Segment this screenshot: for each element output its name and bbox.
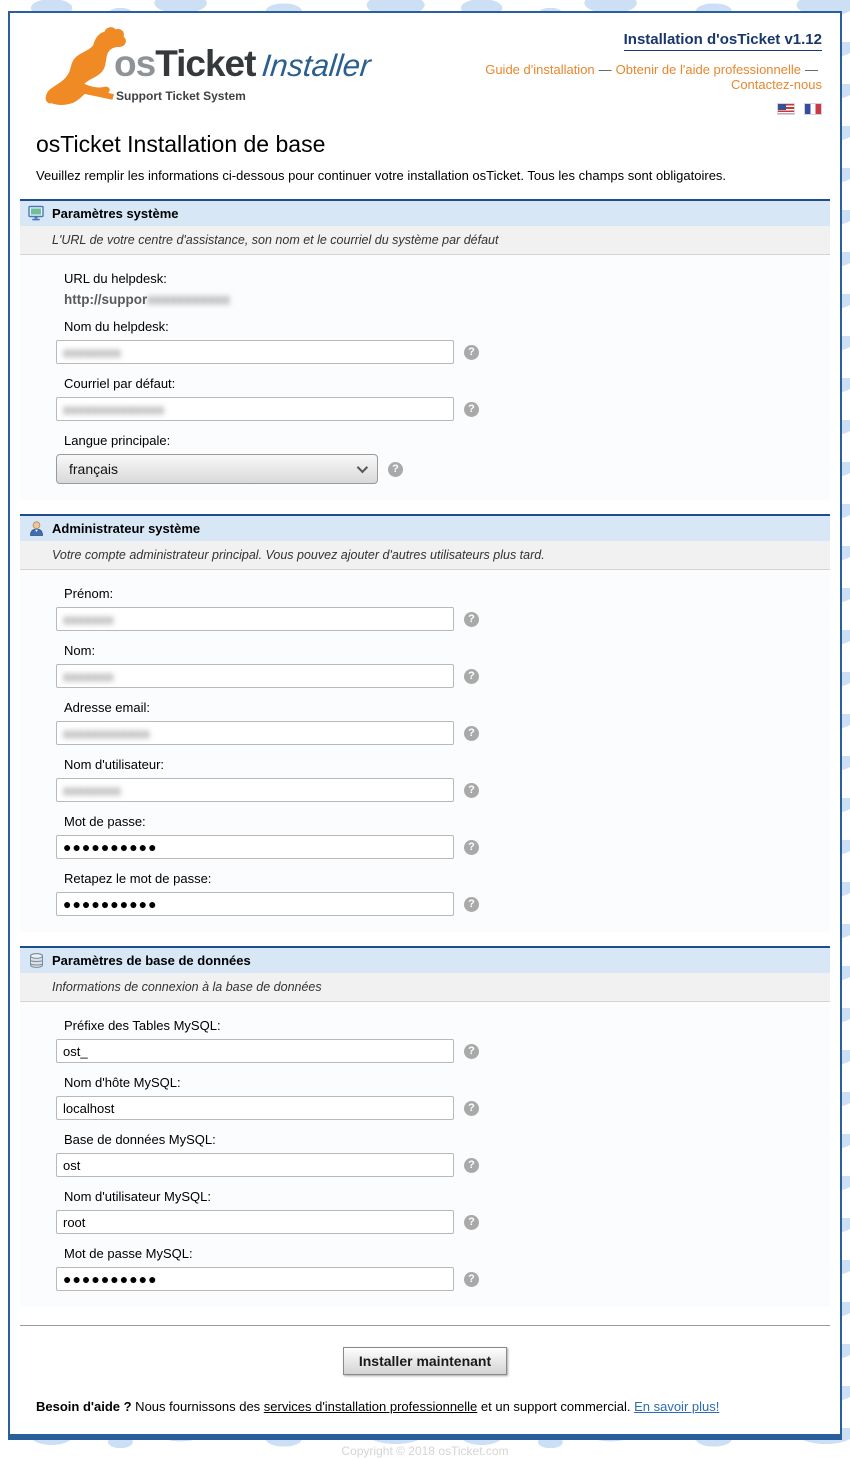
page-title: osTicket Installation de base bbox=[36, 131, 326, 157]
field-mysql-user bbox=[20, 1189, 830, 1234]
password-confirm-input[interactable] bbox=[56, 892, 454, 916]
field-default-email bbox=[20, 376, 830, 421]
field-admin-email bbox=[20, 700, 830, 745]
field-helpdesk-url bbox=[20, 271, 830, 307]
section-title: Paramètres de base de données bbox=[52, 953, 251, 968]
lastname-label: Nom: bbox=[64, 643, 96, 658]
database-icon bbox=[28, 952, 45, 969]
helpdesk-name-input[interactable]: xxxxxxxx bbox=[56, 340, 454, 364]
field-password-confirm bbox=[20, 871, 830, 916]
help-footer: Besoin d'aide ? Nous fournissons des services d'installation professionnelle et un support commercial. En savoir plus! bbox=[36, 1399, 720, 1414]
password-confirm-label: Retapez le mot de passe: bbox=[64, 871, 212, 886]
field-password bbox=[20, 814, 830, 859]
fr-flag-icon[interactable] bbox=[804, 103, 822, 115]
language-selected-value: français bbox=[69, 461, 119, 477]
installer-window bbox=[8, 11, 842, 1440]
header bbox=[10, 13, 840, 105]
mysql-host-input[interactable] bbox=[56, 1096, 454, 1120]
osticket-logo[interactable] bbox=[28, 25, 426, 101]
firstname-input[interactable]: xxxxxxx bbox=[56, 607, 454, 631]
install-now-button[interactable]: Installer maintenant bbox=[343, 1347, 507, 1375]
section-admin-desc: Votre compte administrateur principal. Vous pouvez ajouter d'autres utilisateurs plus tard. bbox=[20, 541, 830, 570]
helpdesk-url-value: http://supporxxxxxxxxxxx bbox=[64, 292, 230, 307]
section-database-desc: Informations de connexion à la base de données bbox=[20, 973, 830, 1002]
admin-email-label: Adresse email: bbox=[64, 700, 150, 715]
header-links bbox=[426, 62, 822, 92]
mysql-host-label: Nom d'hôte MySQL: bbox=[64, 1075, 181, 1090]
username-label: Nom d'utilisateur: bbox=[64, 757, 165, 772]
mysql-dbname-input[interactable] bbox=[56, 1153, 454, 1177]
section-database-header bbox=[20, 946, 830, 973]
help-icon[interactable]: ? bbox=[464, 1272, 479, 1287]
mysql-prefix-label: Préfixe des Tables MySQL: bbox=[64, 1018, 221, 1033]
language-select[interactable] bbox=[56, 454, 378, 484]
section-system-desc: L'URL de votre centre d'assistance, son nom et le courriel du système par défaut bbox=[20, 226, 830, 255]
field-language bbox=[20, 433, 830, 484]
help-icon[interactable]: ? bbox=[464, 612, 479, 627]
section-admin bbox=[20, 514, 830, 932]
section-title: Administrateur système bbox=[52, 521, 201, 536]
helpdesk-url-label: URL du helpdesk: bbox=[64, 271, 167, 286]
help-icon[interactable]: ? bbox=[464, 783, 479, 798]
footer-divider bbox=[20, 1325, 830, 1326]
help-icon[interactable]: ? bbox=[464, 726, 479, 741]
chevron-down-icon bbox=[357, 462, 368, 473]
mysql-dbname-label: Base de données MySQL: bbox=[64, 1132, 216, 1147]
mysql-user-label: Nom d'utilisateur MySQL: bbox=[64, 1189, 211, 1204]
help-icon[interactable]: ? bbox=[464, 402, 479, 417]
logo-wordmark: osTicket Installer bbox=[114, 43, 373, 84]
link-separator: — bbox=[805, 62, 818, 77]
default-email-label: Courriel par défaut: bbox=[64, 376, 176, 391]
field-helpdesk-name bbox=[20, 319, 830, 364]
lastname-input[interactable]: xxxxxxx bbox=[56, 664, 454, 688]
user-icon bbox=[28, 520, 45, 537]
section-admin-header bbox=[20, 514, 830, 541]
help-icon[interactable]: ? bbox=[388, 462, 403, 477]
copyright-text: Copyright © 2018 osTicket.com bbox=[341, 1444, 509, 1458]
field-mysql-password bbox=[20, 1246, 830, 1291]
password-label: Mot de passe: bbox=[64, 814, 146, 829]
help-icon[interactable]: ? bbox=[464, 1044, 479, 1059]
link-professional-services[interactable]: services d'installation professionnelle bbox=[263, 1399, 478, 1414]
help-icon[interactable]: ? bbox=[464, 840, 479, 855]
section-database-body bbox=[20, 1002, 830, 1307]
section-system bbox=[20, 199, 830, 500]
intro-text: Veuillez remplir les informations ci-dessous pour continuer votre installation osTicket. Tous les champs sont obligatoires. bbox=[36, 168, 727, 183]
us-flag-icon[interactable] bbox=[777, 103, 795, 115]
field-mysql-prefix bbox=[20, 1018, 830, 1063]
installer-version-title[interactable]: Installation d'osTicket v1.12 bbox=[624, 31, 822, 51]
section-database bbox=[20, 946, 830, 1307]
logo-tagline: Support Ticket System bbox=[116, 89, 246, 103]
monitor-icon bbox=[28, 205, 45, 222]
link-separator: — bbox=[598, 62, 612, 77]
section-admin-body bbox=[20, 570, 830, 932]
help-icon[interactable]: ? bbox=[464, 897, 479, 912]
mysql-user-input[interactable] bbox=[56, 1210, 454, 1234]
help-icon[interactable]: ? bbox=[464, 1101, 479, 1116]
admin-email-input[interactable]: xxxxxxxxxxxx bbox=[56, 721, 454, 745]
link-contact-us[interactable]: Contactez-nous bbox=[730, 77, 822, 92]
link-professional-help[interactable]: Obtenir de l'aide professionnelle bbox=[615, 62, 801, 77]
help-icon[interactable]: ? bbox=[464, 1215, 479, 1230]
help-footer-bold: Besoin d'aide ? bbox=[36, 1399, 132, 1414]
section-system-header bbox=[20, 199, 830, 226]
help-icon[interactable]: ? bbox=[464, 669, 479, 684]
header-right bbox=[426, 25, 822, 101]
mysql-password-label: Mot de passe MySQL: bbox=[64, 1246, 193, 1261]
field-mysql-host bbox=[20, 1075, 830, 1120]
password-input[interactable] bbox=[56, 835, 454, 859]
redacted-url-part: xxxxxxxxxxx bbox=[147, 292, 230, 307]
link-learn-more[interactable]: En savoir plus! bbox=[634, 1399, 720, 1414]
field-firstname bbox=[20, 586, 830, 631]
username-input[interactable]: xxxxxxxx bbox=[56, 778, 454, 802]
field-mysql-dbname bbox=[20, 1132, 830, 1177]
help-icon[interactable]: ? bbox=[464, 1158, 479, 1173]
section-title: Paramètres système bbox=[52, 206, 179, 221]
default-email-input[interactable]: xxxxxxxxxxxxxx bbox=[56, 397, 454, 421]
section-system-body bbox=[20, 255, 830, 500]
field-username bbox=[20, 757, 830, 802]
firstname-label: Prénom: bbox=[64, 586, 114, 601]
mysql-password-input[interactable] bbox=[56, 1267, 454, 1291]
link-installation-guide[interactable]: Guide d'installation bbox=[485, 62, 595, 77]
helpdesk-name-label: Nom du helpdesk: bbox=[64, 319, 169, 334]
help-icon[interactable]: ? bbox=[464, 345, 479, 360]
mysql-prefix-input[interactable] bbox=[56, 1039, 454, 1063]
language-flags bbox=[426, 100, 822, 115]
language-label: Langue principale: bbox=[64, 433, 171, 448]
field-lastname bbox=[20, 643, 830, 688]
